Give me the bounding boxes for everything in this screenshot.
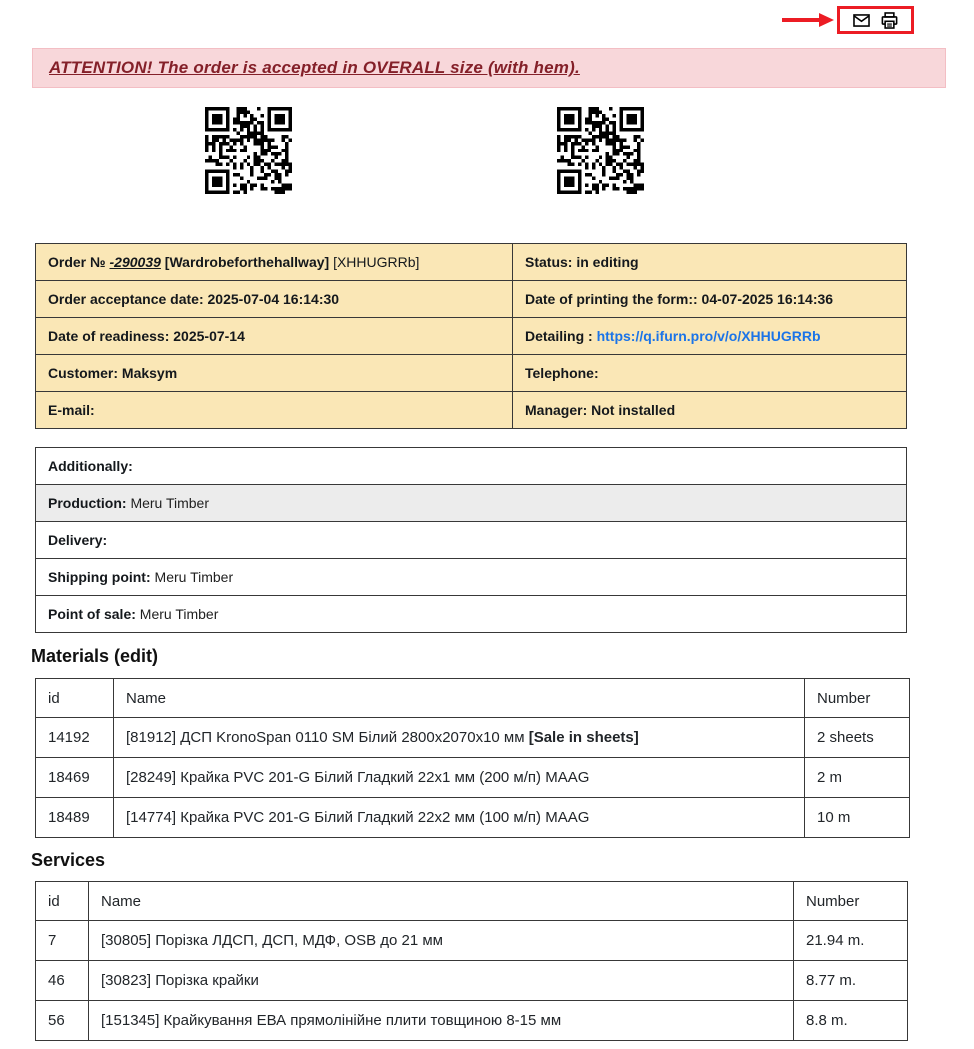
- material-name: [28249] Крайка PVC 201-G Білий Гладкий 22x1 мм (200 м/п) MAAG: [114, 758, 805, 798]
- material-name: [14774] Крайка PVC 201-G Білий Гладкий 22x2 мм (100 м/п) MAAG: [114, 798, 805, 838]
- order-label: Order №: [48, 254, 110, 270]
- printer-icon[interactable]: [880, 11, 899, 30]
- material-id: 14192: [36, 718, 114, 758]
- service-id: 56: [36, 1001, 89, 1041]
- additionally-cell: Additionally:: [36, 448, 907, 485]
- attention-banner: [32, 48, 946, 88]
- service-name: [30805] Порізка ЛДСП, ДСП, МДФ, OSB до 21 мм: [89, 921, 794, 961]
- services-col-id: id: [36, 882, 89, 921]
- service-name: [151345] Крайкування ЕВА прямолінійне плити товщиною 8-15 мм: [89, 1001, 794, 1041]
- shipping-point-cell: Shipping point: Meru Timber: [36, 559, 907, 596]
- table-row: [36, 596, 907, 633]
- order-number-cell: [36, 244, 513, 281]
- services-heading: Services: [31, 850, 106, 870]
- email-cell: E-mail:: [36, 392, 513, 429]
- manager-value: Not installed: [591, 402, 676, 418]
- materials-table: [35, 678, 910, 838]
- material-number: 10 m: [805, 798, 910, 838]
- table-row: [36, 559, 907, 596]
- detailing-cell: [513, 318, 907, 355]
- service-id: 7: [36, 921, 89, 961]
- readiness-date-cell: Date of readiness: 2025-07-14: [36, 318, 513, 355]
- table-header-row: [36, 882, 908, 921]
- order-code: [XHHUGRRb]: [333, 254, 420, 270]
- material-number: 2 m: [805, 758, 910, 798]
- qr-code: [205, 107, 292, 194]
- service-number: 8.8 m.: [794, 1001, 908, 1041]
- table-row: [36, 244, 907, 281]
- customer-label: Customer:: [48, 365, 122, 381]
- table-header-row: [36, 679, 910, 718]
- detailing-link[interactable]: https://q.ifurn.pro/v/o/XHHUGRRb: [596, 328, 821, 344]
- delivery-cell: Delivery:: [36, 522, 907, 559]
- order-number: -290039: [109, 254, 161, 270]
- attention-text: ATTENTION! The order is accepted in OVERALL size (with hem).: [49, 58, 580, 77]
- materials-col-id: id: [36, 679, 114, 718]
- table-row: [36, 485, 907, 522]
- table-row: [36, 758, 910, 798]
- mail-icon[interactable]: [852, 11, 871, 30]
- material-name: [81912] ДСП KronoSpan 0110 SM Білий 2800x2070x10 мм [Sale in sheets]: [114, 718, 805, 758]
- table-row: [36, 1001, 908, 1041]
- production-cell: Production: Meru Timber: [36, 485, 907, 522]
- printing-date-cell: Date of printing the form:: 04-07-2025 16:14:36: [513, 281, 907, 318]
- table-row: [36, 448, 907, 485]
- table-row: [36, 921, 908, 961]
- materials-col-name: Name: [114, 679, 805, 718]
- service-id: 46: [36, 961, 89, 1001]
- materials-heading: Materials (edit): [31, 646, 159, 666]
- table-row: [36, 522, 907, 559]
- service-number: 21.94 m.: [794, 921, 908, 961]
- qr-code: [557, 107, 644, 194]
- service-name: [30823] Порізка крайки: [89, 961, 794, 1001]
- toolbar: [837, 6, 914, 34]
- order-name: [Wardrobeforthehallway]: [164, 254, 330, 270]
- point-of-sale-cell: Point of sale: Meru Timber: [36, 596, 907, 633]
- order-info-table: [35, 243, 907, 429]
- acceptance-date-cell: Order acceptance date: 2025-07-04 16:14:30: [36, 281, 513, 318]
- telephone-cell: Telephone:: [513, 355, 907, 392]
- table-row: [36, 318, 907, 355]
- services-col-name: Name: [89, 882, 794, 921]
- material-number: 2 sheets: [805, 718, 910, 758]
- additionally-table: [35, 447, 907, 633]
- manager-cell: [513, 392, 907, 429]
- manager-label: Manager:: [525, 402, 592, 418]
- table-row: [36, 718, 910, 758]
- pointer-arrow: [781, 12, 835, 28]
- detailing-label: Detailing :: [525, 328, 597, 344]
- table-row: [36, 961, 908, 1001]
- table-row: [36, 355, 907, 392]
- material-id: 18469: [36, 758, 114, 798]
- status-cell: Status: in editing: [513, 244, 907, 281]
- table-row: [36, 798, 910, 838]
- customer-cell: [36, 355, 513, 392]
- customer-value: Maksym: [121, 365, 178, 381]
- services-table: [35, 881, 908, 1041]
- material-id: 18489: [36, 798, 114, 838]
- table-row: [36, 392, 907, 429]
- materials-col-number: Number: [805, 679, 910, 718]
- service-number: 8.77 m.: [794, 961, 908, 1001]
- services-col-number: Number: [794, 882, 908, 921]
- table-row: [36, 281, 907, 318]
